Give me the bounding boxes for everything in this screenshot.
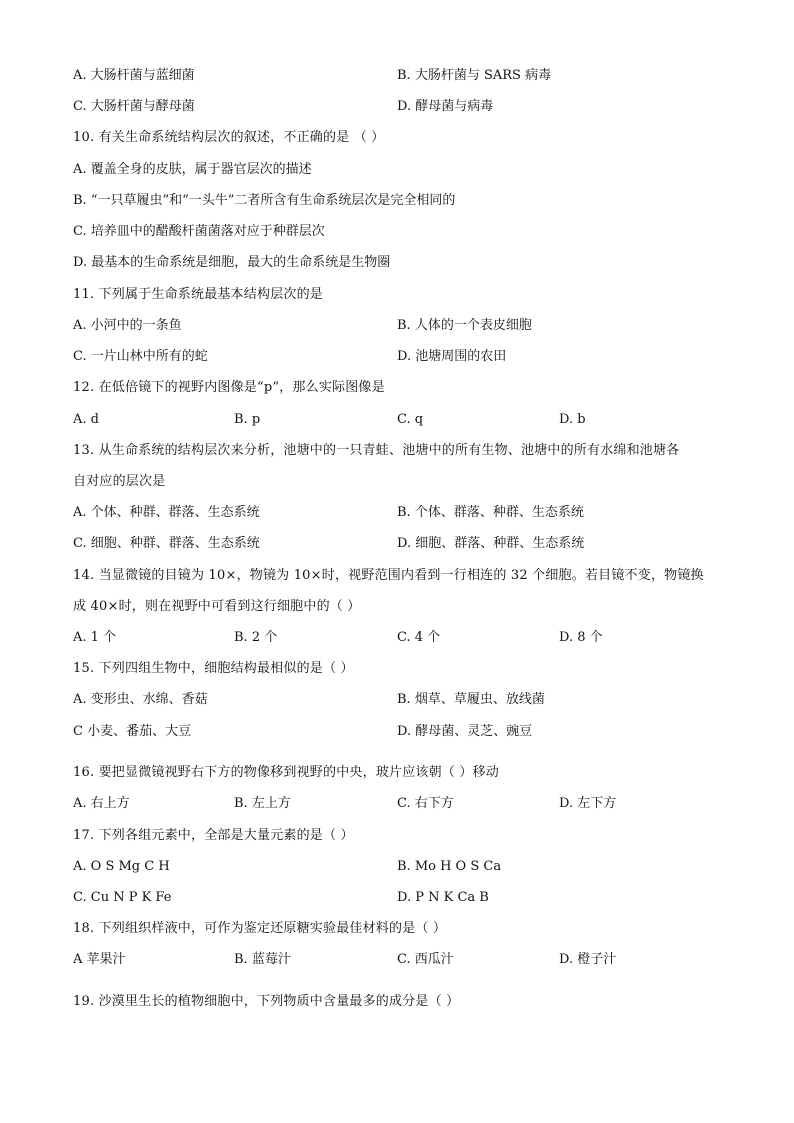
option-d: D. 橙子汁 — [559, 952, 617, 967]
question-10-option-c: C. 培养皿中的醋酸杆菌菌落对应于种群层次 — [73, 224, 325, 239]
option-b: B. 左上方 — [234, 796, 291, 811]
question-9-options-row-2 — [73, 97, 734, 117]
option-b: B. 2 个 — [234, 630, 278, 645]
question-11-options-row-2 — [73, 347, 734, 367]
option-c: C. 大肠杆菌与酵母菌 — [73, 99, 195, 114]
option-d: D. 池塘周围的农田 — [397, 349, 507, 364]
question-19-stem: 19. 沙漠里生长的植物细胞中，下列物质中含量最多的成分是（ ） — [73, 994, 460, 1009]
option-a: A. 右上方 — [73, 796, 130, 811]
option-d: D. 左下方 — [559, 796, 617, 811]
option-c: C. 一片山林中所有的蛇 — [73, 349, 208, 364]
question-11-stem: 11. 下列属于生命系统最基本结构层次的是 — [73, 287, 324, 302]
question-10-stem: 10. 有关生命系统结构层次的叙述，不正确的是 （ ） — [73, 130, 385, 145]
question-12-stem: 12. 在低倍镜下的视野内图像是“p”，那么实际图像是 — [73, 380, 385, 395]
question-11-options-row-1 — [73, 316, 734, 336]
question-10-option-b: B. “一只草履虫”和“一头牛”二者所含有生命系统层次是完全相同的 — [73, 193, 456, 208]
question-13-options-row-1 — [73, 503, 734, 523]
option-d: D. 细胞、群落、种群、生态系统 — [397, 536, 585, 551]
option-c: C. q — [397, 412, 424, 427]
question-17-options-row-1 — [73, 857, 734, 877]
option-d: D. P N K Ca B — [397, 890, 489, 905]
option-b: B. Mo H O S Ca — [397, 859, 502, 874]
option-b: B. 大肠杆菌与 SARS 病毒 — [397, 68, 552, 83]
question-18-options — [73, 950, 734, 970]
option-b: B. p — [234, 412, 261, 427]
question-15-options-row-1 — [73, 690, 734, 710]
question-13-stem-line-2: 自对应的层次是 — [73, 474, 166, 489]
question-17-stem: 17. 下列各组元素中，全部是大量元素的是（ ） — [73, 828, 354, 843]
question-10-option-a: A. 覆盖全身的皮肤，属于器官层次的描述 — [73, 162, 312, 177]
option-d: D. 8 个 — [559, 630, 603, 645]
option-b: B. 蓝莓汁 — [234, 952, 291, 967]
option-a: A. O S Mg C H — [73, 859, 170, 874]
question-12-options — [73, 410, 734, 430]
question-15-options-row-2 — [73, 722, 734, 742]
option-c: C 小麦、番茄、大豆 — [73, 724, 192, 739]
question-13-stem-line-1: 13. 从生命系统的结构层次来分析，池塘中的一只青蛙、池塘中的所有生物、池塘中的所有水绵和池塘各 — [73, 443, 680, 458]
question-17-options-row-2 — [73, 888, 734, 908]
question-15-stem: 15. 下列四组生物中，细胞结构最相似的是（ ） — [73, 661, 354, 676]
option-d: D. 酵母菌、灵芝、豌豆 — [397, 724, 533, 739]
question-14-stem-line-1: 14. 当显微镜的目镜为 10×，物镜为 10×时，视野范围内看到一行相连的 32 个细胞。若目镜不变，物镜换 — [73, 568, 704, 583]
question-9-options-row-1 — [73, 66, 734, 86]
option-c: C. 右下方 — [397, 796, 454, 811]
option-c: C. 4 个 — [397, 630, 441, 645]
option-d: D. b — [559, 412, 586, 427]
question-14-options — [73, 628, 734, 648]
option-d: D. 酵母菌与病毒 — [397, 99, 494, 114]
option-a: A. d — [73, 412, 99, 427]
option-b: B. 烟草、草履虫、放线菌 — [397, 692, 545, 707]
option-a: A. 大肠杆菌与蓝细菌 — [73, 68, 195, 83]
option-b: B. 人体的一个表皮细胞 — [397, 318, 532, 333]
option-a: A. 变形虫、水绵、香菇 — [73, 692, 208, 707]
option-a: A. 小河中的一条鱼 — [73, 318, 182, 333]
question-16-options — [73, 794, 734, 814]
option-b: B. 个体、群落、种群、生态系统 — [397, 505, 584, 520]
question-16-stem: 16. 要把显微镜视野右下方的物像移到视野的中央，玻片应该朝（ ）移动 — [73, 765, 499, 780]
question-13-options-row-2 — [73, 534, 734, 554]
option-a: A 苹果汁 — [73, 952, 126, 967]
option-a: A. 1 个 — [73, 630, 117, 645]
question-10-option-d: D. 最基本的生命系统是细胞，最大的生命系统是生物圈 — [73, 255, 391, 270]
option-c: C. 西瓜汁 — [397, 952, 454, 967]
option-c: C. 细胞、种群、群落、生态系统 — [73, 536, 260, 551]
question-18-stem: 18. 下列组织样液中，可作为鉴定还原糖实验最佳材料的是（ ） — [73, 921, 447, 936]
option-c: C. Cu N P K Fe — [73, 890, 172, 905]
question-14-stem-line-2: 成 40×时，则在视野中可看到这行细胞中的（ ） — [73, 599, 361, 614]
option-a: A. 个体、种群、群落、生态系统 — [73, 505, 260, 520]
